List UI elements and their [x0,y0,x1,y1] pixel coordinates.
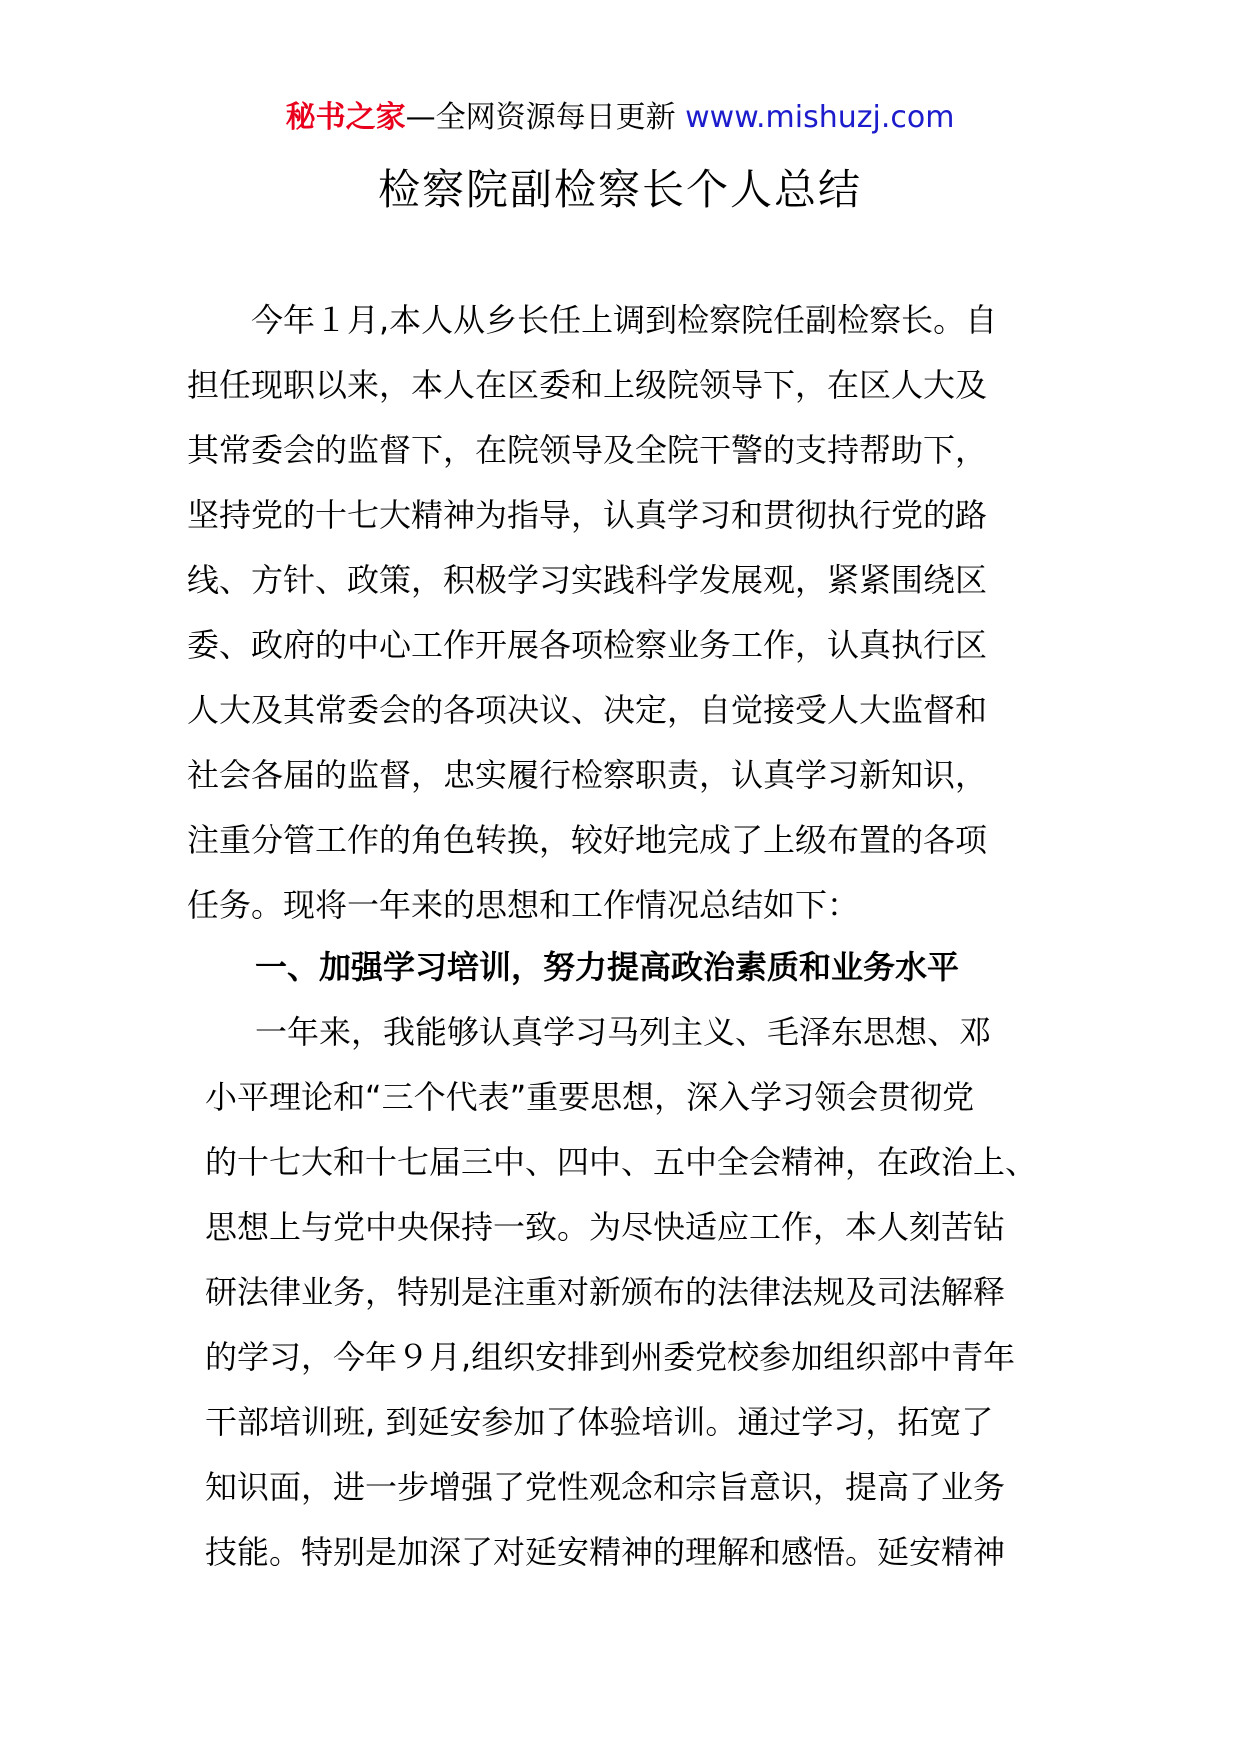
text-line: 干部培训班, 到延安参加了体验培训。通过学习，拓宽了 [205,1403,994,1441]
text-line: 思想上与党中央保持一致。为尽快适应工作，本人刻苦钻 [205,1208,1006,1246]
text-line: 一年来，我能够认真学习马列主义、毛泽东思想、邓 [255,1013,992,1051]
text-line: 的学习，今年９月,组织安排到州委党校参加组织部中青年 [205,1338,1016,1376]
paragraph-study [205,1000,1085,1585]
text-line: 人大及其常委会的各项决议、决定，自觉接受人大监督和 [187,691,988,729]
text-line: 技能。特别是加深了对延安精神的理解和感悟。延安精神 [205,1533,1006,1571]
text-line: 线、方针、政策，积极学习实践科学发展观，紧紧围绕区 [187,561,988,599]
text-line: 社会各届的监督，忠实履行检察职责，认真学习新知识， [187,756,988,794]
text-line: 今年１月,本人从乡长任上调到检察院任副检察长。自 [251,301,998,339]
brand-name: 秘书之家 [285,100,406,135]
text-line: 委、政府的中心工作开展各项检察业务工作，认真执行区 [187,626,988,664]
text-line: 的十七大和十七届三中、四中、五中全会精神，在政治上、 [205,1143,1038,1181]
site-header [0,98,1240,138]
text-line: 坚持党的十七大精神为指导，认真学习和贯彻执行党的路 [187,496,988,534]
text-line: 注重分管工作的角色转换，较好地完成了上级布置的各项 [187,821,988,859]
text-line: 其常委会的监督下，在院领导及全院干警的支持帮助下， [187,431,988,469]
header-slogan: —全网资源每日更新 [405,100,676,135]
text-line: 任务。现将一年来的思想和工作情况总结如下： [187,886,860,924]
paragraph-intro [187,288,1067,938]
section-heading: 一、加强学习培训，努力提高政治素质和业务水平 [255,948,960,986]
document-title: 检察院副检察长个人总结 [377,165,862,214]
text-line: 担任现职以来，本人在区委和上级院领导下，在区人大及 [187,366,988,404]
text-line: 小平理论和“三个代表”重要思想，深入学习领会贯彻党 [205,1078,975,1116]
text-line: 研法律业务，特别是注重对新颁布的法律法规及司法解释 [205,1273,1006,1311]
text-line: 知识面，进一步增强了党性观念和宗旨意识，提高了业务 [205,1468,1006,1506]
site-url[interactable]: www.mishuzj.com [685,100,955,135]
